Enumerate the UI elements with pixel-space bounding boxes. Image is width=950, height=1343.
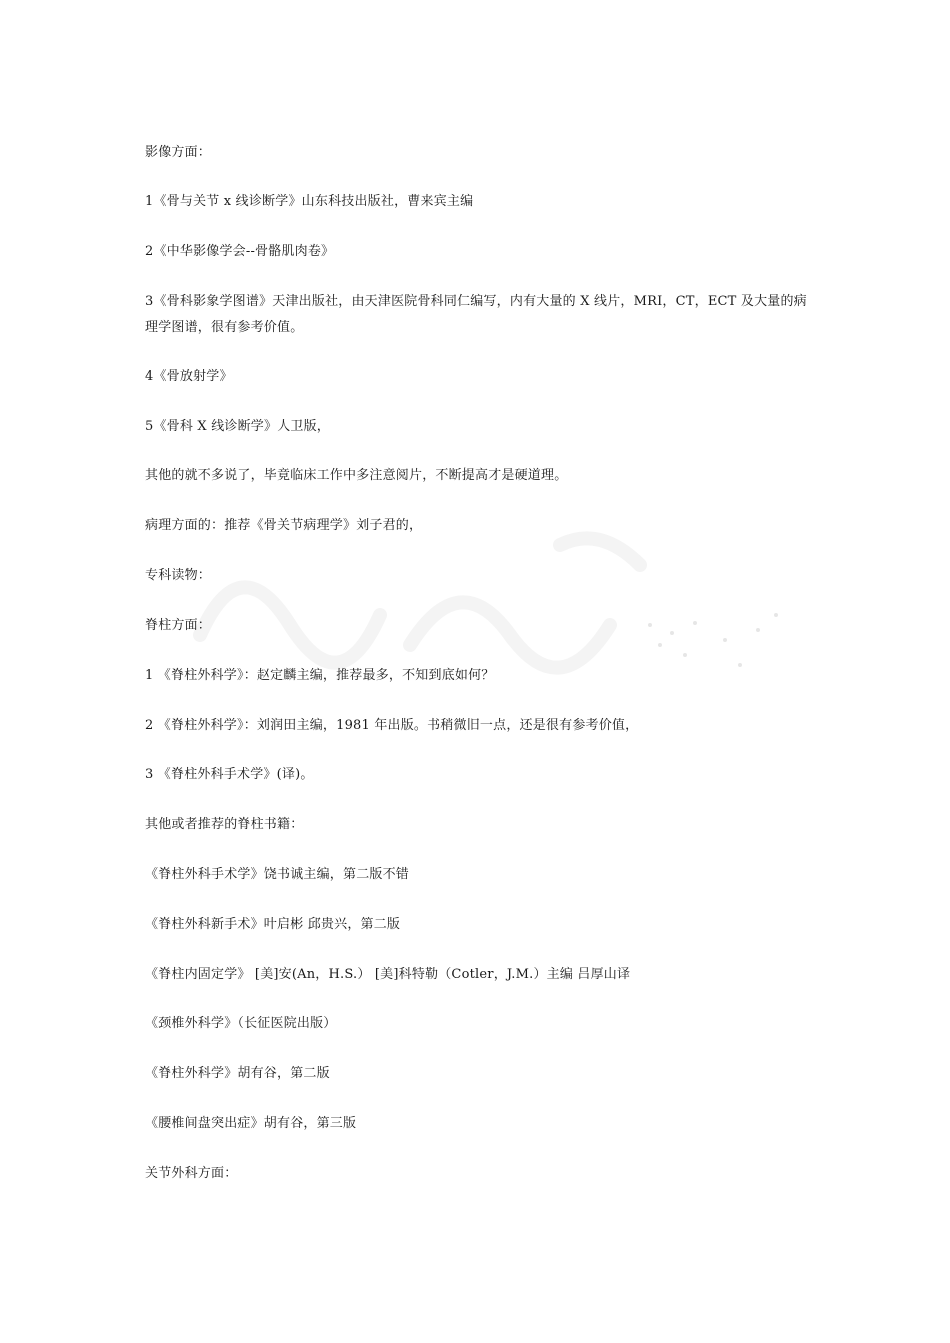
section-heading-imaging: 影像方面： [145, 145, 212, 160]
section-heading-specialty: 专科读物： [145, 568, 212, 583]
paragraph: 病理方面的：推荐《骨关节病理学》刘子君的， [145, 518, 423, 533]
paragraph: 其他或者推荐的脊柱书籍： [145, 817, 304, 832]
paragraph: 其他的就不多说了，毕竟临床工作中多注意阅片，不断提高才是硬道理。 [145, 468, 568, 483]
list-item: 5《骨科 X 线诊断学》人卫版， [145, 419, 330, 434]
section-heading-joint: 关节外科方面： [145, 1166, 238, 1181]
list-item: 《颈椎外科学》（长征医院出版） [145, 1016, 337, 1031]
list-item: 《脊柱外科学》胡有谷，第二版 [145, 1066, 330, 1081]
list-item: 3 《脊柱外科手术学》(译)。 [145, 767, 314, 782]
list-item: 《脊柱外科手术学》饶书诚主编，第二版不错 [145, 867, 410, 882]
list-item: 《腰椎间盘突出症》胡有谷，第三版 [145, 1116, 357, 1131]
list-item: 4《骨放射学》 [145, 369, 233, 384]
list-item: 3《骨科影象学图谱》天津出版社，由天津医院骨科同仁编写，内有大量的 X 线片，MRI，CT，ECT 及大量的病理学图谱，很有参考价值。 [145, 294, 807, 335]
list-item: 1 《脊柱外科学》：赵定麟主编，推荐最多，不知到底如何？ [145, 668, 495, 683]
list-item: 2《中华影像学会--骨骼肌肉卷》 [145, 244, 335, 259]
list-item: 《脊柱内固定学》 [美]安(An，H.S.） [美]科特勒（Cotler，J.M.）主编 吕厚山译 [145, 967, 631, 982]
section-heading-spine: 脊柱方面： [145, 618, 212, 633]
list-item: 2 《脊柱外科学》：刘润田主编，1981 年出版。书稍微旧一点，还是很有参考价值， [145, 718, 639, 733]
list-item: 1《骨与关节 x 线诊断学》山东科技出版社，曹来宾主编 [145, 194, 474, 209]
list-item: 《脊柱外科新手术》叶启彬 邱贵兴，第二版 [145, 917, 401, 932]
